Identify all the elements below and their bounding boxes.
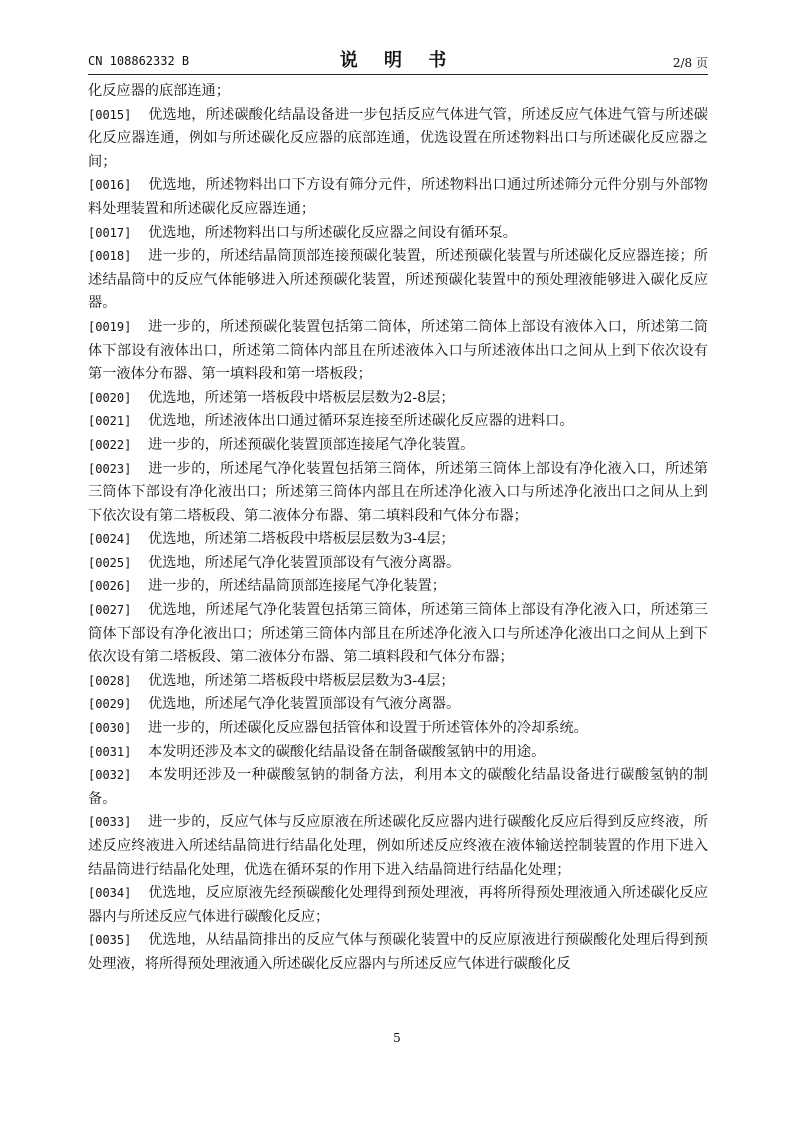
paragraph-text: 进一步的，反应气体与反应原液在所述碳化反应器内进行碳酸化反应后得到反应终液，所述反应终液进入所述结晶筒进行结晶化处理，例如所述反应终液在液体输送控制装置的作用下进入结晶筒进行结晶化处理，优选在循环泵的作用下进入结晶筒进行结晶化处理； [88,814,708,878]
paragraph-number: [0022] [88,437,132,452]
publication-number: CN 108862332 B [88,54,190,68]
page-header [88,46,708,74]
paragraph [88,882,708,929]
paragraph-number: [0030] [88,721,132,736]
paragraph [88,458,708,529]
page-number: 5 [393,1031,401,1045]
paragraph-text: 优选地，所述尾气净化装置顶部设有气液分离器。 [148,696,461,713]
paragraph-number: [0026] [88,579,132,594]
paragraph-text: 优选地，所述物料出口与所述碳化反应器之间设有循环泵。 [148,224,517,241]
paragraph-text: 优选地，所述第一塔板段中塔板层层数为2-8层； [148,389,455,406]
paragraph-text: 优选地，所述第二塔板段中塔板层层数为3-4层； [148,531,455,548]
paragraph-text: 进一步的，所述尾气净化装置包括第三筒体，所述第三筒体上部设有净化液入口，所述第三筒体下部设有净化液出口；所述第三筒体内部且在所述净化液入口与所述净化液出口之间从上到下依次设有第二塔板段、第二液体分布器、第二填料段和气体分布器； [88,460,708,524]
page-info: 2/8 页 [672,56,708,70]
paragraph-number: [0033] [88,815,132,830]
paragraph-number: [0029] [88,697,132,712]
paragraph-text: 进一步的，所述结晶筒顶部连接尾气净化装置； [148,578,446,595]
paragraph-text: 优选地，所述尾气净化装置包括第三筒体，所述第三筒体上部设有净化液入口，所述第三筒体下部设有净化液出口；所述第三筒体内部且在所述净化液入口与所述净化液出口之间从上到下依次设有第二塔板段、第二液体分布器、第二填料段和气体分布器； [88,602,708,666]
paragraph-number: [0034] [88,886,132,901]
header-rule [88,74,708,75]
paragraph-text: 进一步的，所述结晶筒顶部连接预碳化装置，所述预碳化装置与所述碳化反应器连接；所述结晶筒中的反应气体能够进入所述预碳化装置，所述预碳化装置中的预处理液能够进入碳化反应器。 [88,248,708,312]
paragraph-text: 本发明还涉及本文的碳酸化结晶设备在制备碳酸氢钠中的用途。 [148,743,546,760]
paragraph-number: [0027] [88,603,132,618]
paragraph [88,552,708,576]
paragraph [88,741,708,765]
paragraph-text: 进一步的，所述碳化反应器包括管体和设置于所述管体外的冷却系统。 [148,720,588,737]
paragraph-number: [0031] [88,744,132,759]
paragraph [88,528,708,552]
document-body [88,80,708,977]
paragraph [88,811,708,882]
paragraph [88,104,708,175]
paragraph-text: 进一步的，所述预碳化装置包括第二筒体，所述第二筒体上部设有液体入口，所述第二筒体下部设有液体出口，所述第二筒体内部且在所述液体入口与所述液体出口之间从上到下依次设有第一液体分布器、第一填料段和第一塔板段； [88,318,708,383]
paragraph [88,670,708,694]
continuation-text: 化反应器的底部连通； [88,83,230,99]
paragraph [88,245,708,316]
paragraph-number: [0019] [88,319,132,334]
document-title: 说 明 书 [339,50,457,71]
paragraph [88,693,708,717]
paragraph-number: [0024] [88,532,132,547]
paragraph-number: [0023] [88,461,132,476]
paragraph-number: [0021] [88,414,132,429]
paragraph-number: [0018] [88,249,132,264]
paragraph-text: 优选地，反应原液先经预碳酸化处理得到预处理液，再将所得预处理液通入所述碳化反应器内与所述反应气体进行碳酸化反应； [88,885,708,925]
paragraph-number: [0015] [88,107,132,122]
paragraph-number: [0028] [88,673,132,688]
paragraph-text: 优选地，所述碳酸化结晶设备进一步包括反应气体进气管，所述反应气体进气管与所述碳化反应器连通，例如与所述碳化反应器的底部连通，优选设置在所述物料出口与所述碳化反应器之间； [88,106,708,170]
paragraph-text: 优选地，所述尾气净化装置顶部设有气液分离器。 [148,554,461,571]
paragraph [88,929,708,976]
paragraph [88,575,708,599]
paragraph-text: 优选地，所述第二塔板段中塔板层层数为3-4层； [148,672,455,689]
paragraph [88,410,708,434]
paragraph-text: 优选地，所述液体出口通过循环泵连接至所述碳化反应器的进料口。 [148,413,574,430]
paragraph [88,387,708,411]
paragraph [88,174,708,221]
paragraph-number: [0016] [88,178,132,193]
paragraph [88,764,708,811]
paragraph [88,316,708,387]
paragraph-list [88,104,708,977]
paragraph [88,434,708,458]
paragraph [88,717,708,741]
paragraph-text: 优选地，从结晶筒排出的反应气体与预碳化装置中的反应原液进行预碳酸化处理后得到预处理液，将所得预处理液通入所述碳化反应器内与所述反应气体进行碳酸化反 [88,932,708,972]
paragraph-number: [0017] [88,225,132,240]
paragraph [88,222,708,246]
paragraph-text: 本发明还涉及一种碳酸氢钠的制备方法，利用本文的碳酸化结晶设备进行碳酸氢钠的制备。 [88,767,708,807]
paragraph-number: [0025] [88,555,132,570]
paragraph-text: 进一步的，所述预碳化装置顶部连接尾气净化装置。 [148,436,475,453]
paragraph [88,599,708,670]
paragraph-number: [0035] [88,933,132,948]
paragraph-text: 优选地，所述物料出口下方设有筛分元件，所述物料出口通过所述筛分元件分别与外部物料处理装置和所述碳化反应器连通； [88,177,708,217]
paragraph-number: [0032] [88,768,132,783]
paragraph-number: [0020] [88,390,132,405]
